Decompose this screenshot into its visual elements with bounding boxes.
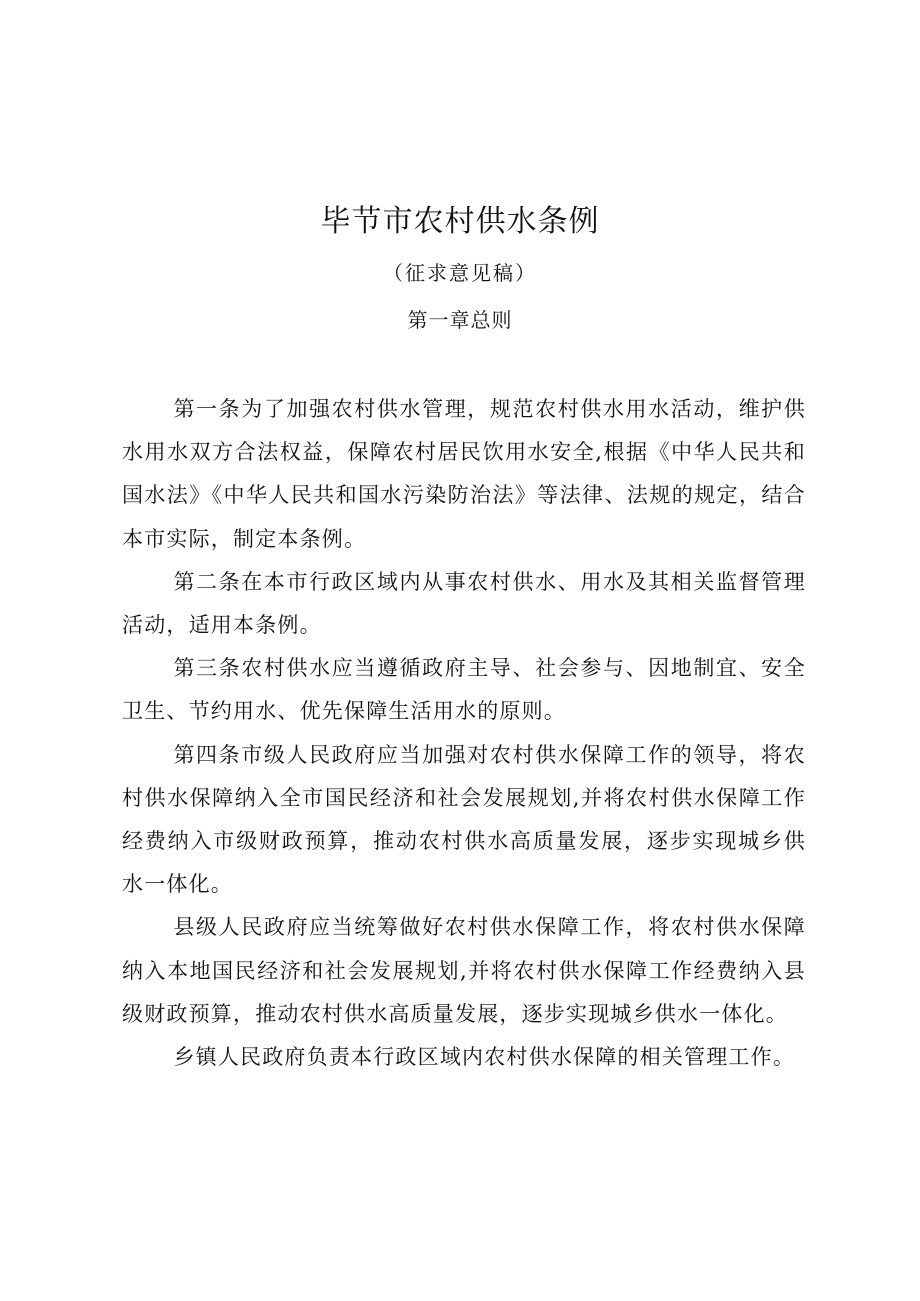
paragraph-article-1: 第一条为了加强农村供水管理，规范农村供水用水活动，维护供水用水双方合法权益，保障农村居民饮用水安全,根据《中华人民共和国水法》《中华人民共和国水污染防治法》等法律、法规的规定，结合本市实际，制定本条例。 bbox=[122, 397, 806, 551]
paragraph-article-3: 第三条农村供水应当遵循政府主导、社会参与、因地制宜、安全卫生、节约用水、优先保障生活用水的原则。 bbox=[122, 656, 806, 724]
document-body bbox=[122, 388, 806, 1079]
paragraph-article-4-township: 乡镇人民政府负责本行政区域内农村供水保障的相关管理工作。 bbox=[173, 1045, 796, 1070]
paragraph-article-4: 第四条市级人民政府应当加强对农村供水保障工作的领导，将农村供水保障纳入全市国民经济和社会发展规划,并将农村供水保障工作经费纳入市级财政预算，推动农村供水高质量发展，逐步实现城乡供水一体化。 bbox=[122, 742, 806, 897]
paragraph-article-4-county: 县级人民政府应当统筹做好农村供水保障工作，将农村供水保障纳入本地国民经济和社会发展规划,并将农村供水保障工作经费纳入县级财政预算，推动农村供水高质量发展，逐步实现城乡供水一体化。 bbox=[122, 915, 806, 1026]
document-subtitle: （征求意见稿） bbox=[383, 261, 537, 285]
chapter-heading: 第一章总则 bbox=[407, 308, 513, 332]
document-title: 毕节市农村供水条例 bbox=[320, 204, 600, 239]
paragraph-article-2: 第二条在本市行政区域内从事农村供水、用水及其相关监督管理活动，适用本条例。 bbox=[122, 569, 806, 638]
